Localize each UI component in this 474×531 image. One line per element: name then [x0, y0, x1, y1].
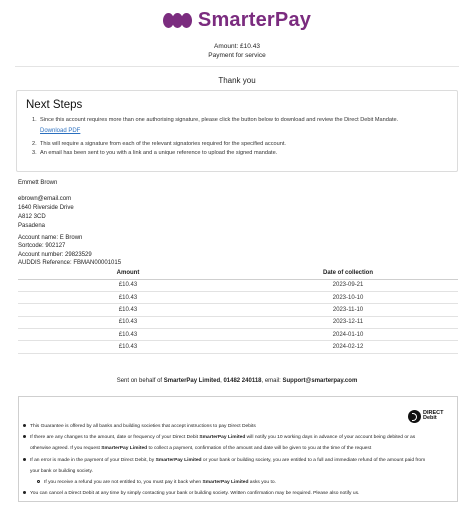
- table-row: [18, 279, 458, 291]
- amount-cell: £10.43: [18, 291, 238, 303]
- auddis-reference: AUDDIS Reference: FBMAN00001015: [18, 260, 122, 266]
- next-step-3: 3. An email has been sent to you with a link and a unique reference to upload the signed mandate.: [32, 150, 278, 156]
- table-row: [18, 329, 458, 341]
- guarantee-line: If an error is made in the payment of your Direct Debit, by SmarterPay Limited or your bank or building society, you are entitled to a full and immediate refund of the amount paid from: [23, 458, 425, 463]
- account-number: Account number: 29823529: [18, 252, 92, 258]
- customer-name: Emmett Brown: [18, 180, 58, 186]
- guarantee-line: If there are any changes to the amount, date or frequency of your Direct Debit SmarterPay Limited will notify you 10 working days in advance of your account being debited or as: [23, 435, 415, 440]
- table-row: [18, 304, 458, 316]
- guarantee-line: otherwise agreed. If you request SmarterPay Limited to collect a payment, confirmation of the amount and date will be given to you at the time of the request: [30, 446, 372, 451]
- guarantee-line: This Guarantee is offered by all banks and building societies that accept instructions to pay Direct Debits: [23, 424, 256, 429]
- support-phone: 01482 240118: [223, 378, 262, 384]
- support-email: Support@smarterpay.com: [282, 378, 358, 384]
- brand-name: SmarterPay: [197, 8, 312, 31]
- sortcode: Sortcode: 902127: [18, 243, 66, 249]
- next-steps-title: Next Steps: [26, 99, 83, 111]
- customer-address-line2: A812 3CD: [18, 214, 46, 220]
- next-steps-card: [16, 90, 458, 172]
- direct-debit-icon: [408, 410, 421, 423]
- customer-city: Pasadena: [18, 223, 46, 229]
- table-row: [18, 341, 458, 353]
- amount-cell: £10.43: [18, 279, 238, 291]
- company-name: SmarterPay Limited: [163, 378, 221, 384]
- customer-email: ebrown@email.com: [18, 196, 72, 202]
- guarantee-line: your bank or building society.: [30, 469, 93, 474]
- amount-cell: £10.43: [18, 304, 238, 316]
- collection-schedule-table: [18, 268, 458, 354]
- amount-column-header: Amount: [18, 268, 238, 279]
- amount-cell: £10.43: [18, 316, 238, 328]
- date-column-header: Date of collection: [238, 268, 458, 279]
- divider: [15, 66, 459, 67]
- date-cell: 2023-12-11: [238, 316, 458, 328]
- date-cell: 2023-09-21: [238, 279, 458, 291]
- payment-amount: Amount: £10.43: [214, 43, 260, 50]
- direct-debit-logo: DIRECT Debit: [408, 408, 453, 424]
- account-name: Account name: E Brown: [18, 235, 83, 241]
- table-header-row: [18, 268, 458, 279]
- date-cell: 2023-11-10: [238, 304, 458, 316]
- sent-on-behalf-line: Sent on behalf of SmarterPay Limited, 01482 240118, email: Support@smarterpay.com: [116, 378, 358, 384]
- next-step-1: 1. Since this account requires more than one authorising signature, please click the button below to download and review the Direct Debit Mandate.: [32, 117, 399, 123]
- thank-you-heading: Thank you: [218, 76, 256, 85]
- smarterpay-logo: [0, 8, 474, 32]
- table-row: [18, 291, 458, 303]
- next-step-2: 2. This will require a signature from each of the relevant signatories required for the specified account.: [32, 141, 286, 147]
- amount-cell: £10.43: [18, 329, 238, 341]
- customer-address-line1: 1640 Riverside Drive: [18, 205, 74, 211]
- payment-description: Payment for service: [208, 52, 266, 59]
- date-cell: 2023-10-10: [238, 291, 458, 303]
- date-cell: 2024-01-10: [238, 329, 458, 341]
- download-pdf-link[interactable]: Download PDF: [40, 128, 81, 134]
- three-dots-logo-icon: [163, 13, 192, 28]
- date-cell: 2024-02-12: [238, 341, 458, 353]
- guarantee-line: You can cancel a Direct Debit at any time by simply contacting your bank or building society. Written confirmation may be required. Please also notify us.: [23, 491, 359, 496]
- amount-cell: £10.43: [18, 341, 238, 353]
- table-row: [18, 316, 458, 328]
- guarantee-line: If you receive a refund you are not entitled to, you must pay it back when SmarterPay Limited asks you to.: [37, 480, 276, 485]
